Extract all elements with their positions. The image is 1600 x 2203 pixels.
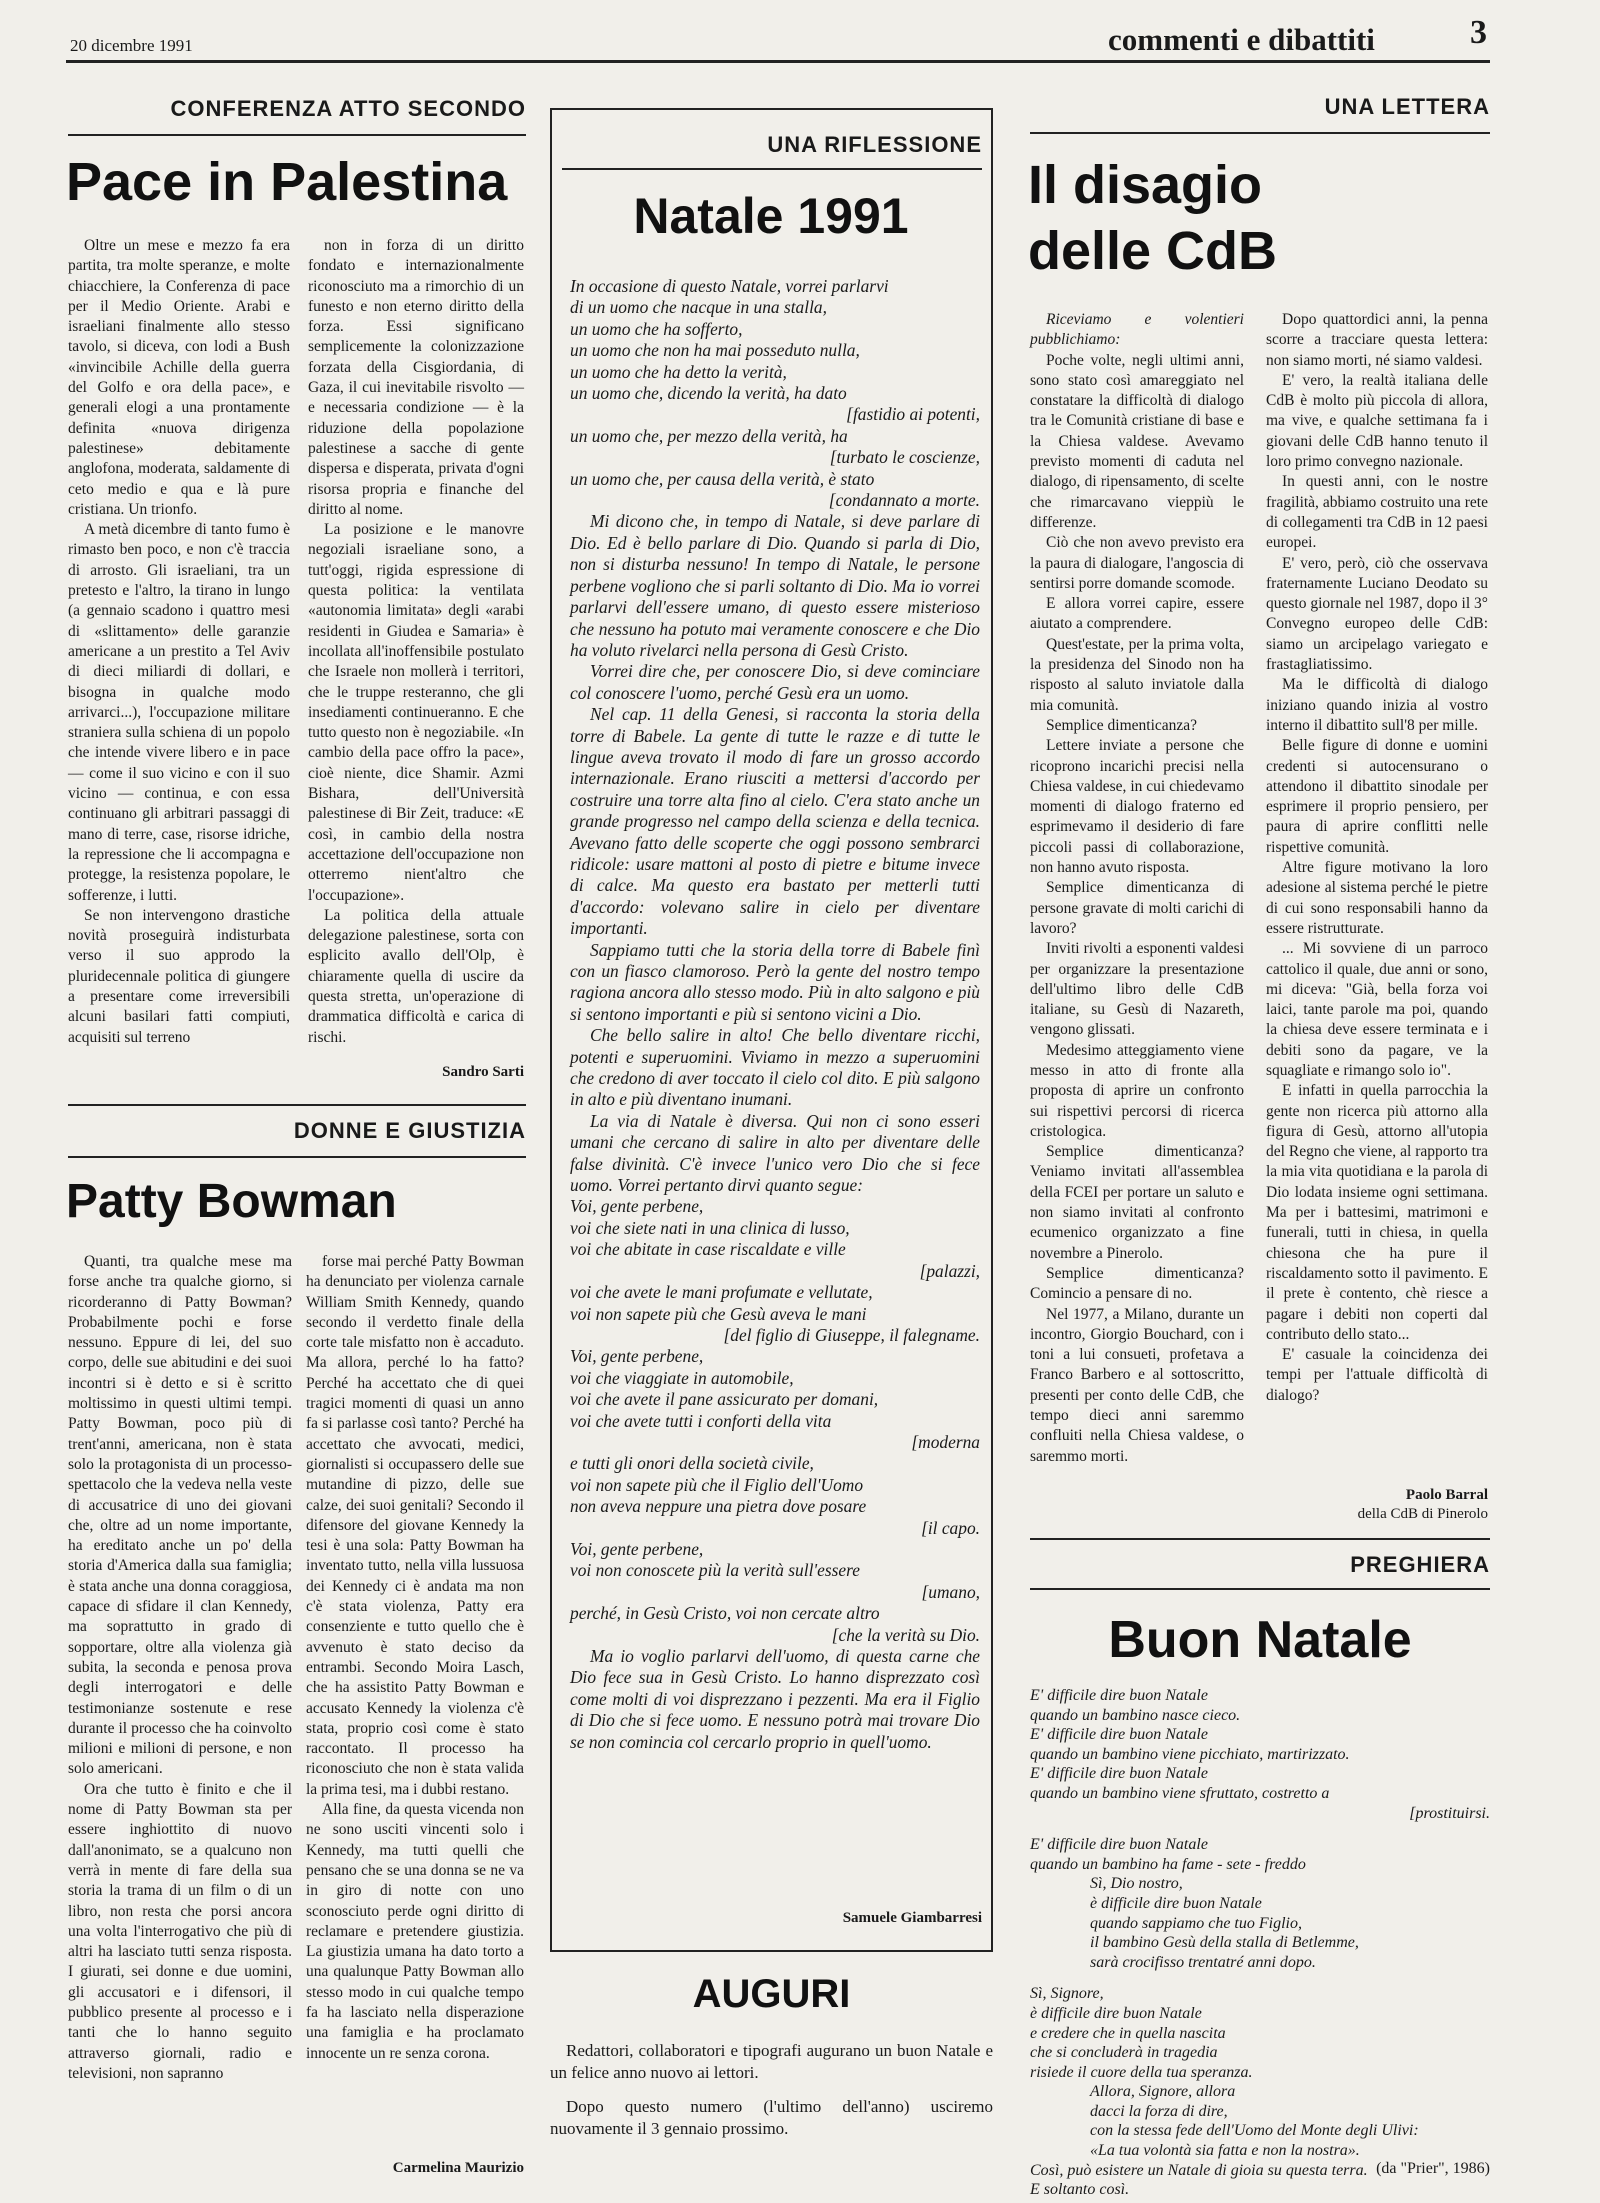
paragraph: non in forza di un diritto fondato e internazionalmente riconosciuto ma a rimorchio di un funesto e non eterno diritto della forza. Essi significano semplicemente la colonizzazione forzata della Cisgiordania, di Gaza, il cui inevitabile risvolto — e necessaria condizione — è la riduzione della popolazione palestinese a sacche di gente dispersa e disperata, privata d'ogni risorsa propria e finanche del diritto al nome.	[308, 237, 524, 518]
disagio-title	[1028, 152, 1277, 284]
paragraph: Poche volte, negli ultimi anni, sono stato così amareggiato nel constatare la difficoltà di dialogo tra le Comunità cristiane di base e la Chiesa valdese. Avevamo previsto momenti di caduta nel dialogo, di ripensamento, di scelte che rimarcavano vieppiù le differenze.	[1030, 351, 1244, 531]
patty-title: Patty Bowman	[66, 1175, 397, 1228]
poem-line: [palazzi,	[919, 1260, 980, 1281]
poem-line: voi che avete tutti i conforti della vita	[570, 1410, 832, 1431]
paragraph: Semplice dimenticanza? Veniamo invitati all'assemblea della FCEI per portare un saluto e non siamo invitati al confronto ecumenico organizzato a fine novembre a Pinerolo.	[1030, 1143, 1244, 1262]
paragraph: Medesimo atteggiamento viene messo in atto di fronte alla proposta di aprire un confronto sui rispettivi percorsi di ricerca cristologica.	[1030, 1041, 1244, 1140]
prayer-line: e credere che in quella nascita	[1030, 2024, 1226, 2042]
patty-column-1	[68, 1252, 292, 2187]
poem-line: di un uomo che nacque in una stalla,	[570, 297, 827, 318]
prayer-line: che si concluderà in tragedia	[1030, 2044, 1218, 2062]
palestina-signature: Sandro Sarti	[442, 1064, 524, 1080]
paragraph: Dopo quattordici anni, la penna scorre a tracciare questa lettera: non siamo morti, né siamo valdesi.	[1266, 311, 1488, 369]
disagio-signature-block	[1266, 1486, 1488, 1524]
patty-column-2	[306, 1252, 524, 2162]
natale-kicker: UNA RIFLESSIONE	[767, 132, 982, 157]
header-rule	[66, 60, 1490, 63]
poem-line: un uomo che ha detto la verità,	[570, 361, 787, 382]
prayer-line: «La tua volontà sia fatta e non la nostra».	[1090, 2142, 1360, 2160]
prayer-line: quando un bambino viene picchiato, martirizzato.	[1030, 1745, 1350, 1763]
patty-top-rule	[68, 1104, 526, 1106]
prayer-line: Allora, Signore, allora	[1090, 2083, 1236, 2101]
paragraph: In questi anni, con le nostre fragilità, abbiamo costruito una rete di collegamenti tra CdB in 12 paesi europei.	[1266, 473, 1488, 552]
poem-line: [fastidio ai potenti,	[846, 404, 980, 425]
paragraph: Oltre un mese e mezzo fa era partita, tra molte speranze, e molte chiacchiere, la Conferenza di pace per il Medio Oriente. Arabi e israeliani finalmente allo stesso tavolo, si diceva, con lodi a Bush «invincibile Achille della guerra del Golfo e ora della pace», e generali elogi a una prontamente definita «nuova dirigenza palestinese» debitamente anglofona, moderata, saldamente di ceto medio e qua e là pure cristiana. Un trionfo.	[68, 237, 290, 518]
paragraph: Nel 1977, a Milano, durante un incontro, Giorgio Bouchard, con i toni a lui consueti, profetava a Franco Barbero e al sottoscritto, presenti per conto delle CdB, che tempo dieci anni saremmo confluiti nella Chiesa valdese, o saremmo morti.	[1030, 1305, 1244, 1465]
preghiera-rule	[1030, 1588, 1490, 1590]
disagio-column-1	[1030, 310, 1244, 1525]
poem-line: voi non sapete più che il Figlio dell'Uomo	[570, 1474, 864, 1495]
poem-line: voi che abitate in case riscaldate e ville	[570, 1239, 846, 1260]
prayer-line: E' difficile dire buon Natale	[1030, 1726, 1208, 1744]
poem-line: Voi, gente perbene,	[570, 1346, 704, 1367]
patty-kicker: DONNE E GIUSTIZIA	[293, 1118, 526, 1143]
paragraph: Belle figure di donne e uomini credenti si autocensurano o attendono il dibattito sinodale per esprimere il proprio pensiero, per paura di aprire conflitti nelle rispettive comunità.	[1266, 737, 1488, 856]
palestina-rule	[68, 134, 526, 136]
paragraph: Semplice dimenticanza di persone gravate di molti carichi di lavoro?	[1030, 879, 1244, 937]
prayer-line: E soltanto così.	[1030, 2181, 1130, 2199]
disagio-signature-affiliation: della CdB di Pinerolo	[1357, 1506, 1488, 1522]
natale-title: Natale 1991	[633, 188, 909, 244]
poem-line: un uomo che, per causa della verità, è stato	[570, 468, 875, 489]
poem-line: un uomo che non ha mai posseduto nulla,	[570, 340, 860, 361]
poem-line: Vorrei dire che, per conoscere Dio, si deve cominciare col conoscere l'uomo, perché Gesù era un uomo.	[570, 661, 980, 703]
prayer-line: E' difficile dire buon Natale	[1030, 1765, 1208, 1783]
poem-line: un uomo che ha sofferto,	[570, 318, 743, 339]
disagio-title-line-2: delle CdB	[1028, 221, 1278, 281]
palestina-kicker: CONFERENZA ATTO SECONDO	[170, 96, 526, 121]
paragraph: La politica della attuale delegazione palestinese, sorta con esplicito avallo dell'Olp, è chiaramente quella di uscire da questa stretta, un'operazione di drammatica difficoltà e carica di rischi.	[308, 906, 524, 1046]
poem-line: Sappiamo tutti che la storia della torre di Babele finì con un fiasco clamoroso. Però la gente del nostro tempo ragiona ancora allo stesso modo. Più in alto salgono e più si sentono importanti e più si sentono vicini a Dio.	[570, 939, 980, 1024]
poem-line: [del figlio di Giuseppe, il falegname.	[723, 1324, 980, 1345]
patty-signature: Carmelina Maurizio	[392, 2160, 524, 2176]
poem-line: Che bello salire in alto! Che bello diventare ricchi, potenti e superuomini. Viviamo in mezzo a superuomini che credono di aver toccato il cielo col dito. E più salgono in alto e più diventano inumani.	[570, 1025, 980, 1110]
paragraph: E' vero, però, ciò che osservava fraternamente Luciano Deodato su questo giornale nel 1987, dopo il 3° Convegno europeo delle CdB: siamo un arcipelago variegato e frastagliatissimo.	[1266, 554, 1488, 674]
natale-signature: Samuele Giambarresi	[842, 1910, 982, 1926]
paragraph: E' casuale la coincidenza dei tempi per l'attuale difficoltà di dialogo?	[1266, 1346, 1488, 1404]
prayer-line: Sì, Signore,	[1030, 1985, 1104, 2003]
poem-line: voi che avete il pane assicurato per domani,	[570, 1389, 879, 1410]
disagio-intro: Riceviamo e volentieri pubblichiamo:	[1030, 311, 1244, 349]
preghiera-source: (da "Prier", 1986)	[1376, 2160, 1490, 2177]
prayer-line: E' difficile dire buon Natale	[1030, 1687, 1208, 1704]
prayer-line: con la stessa fede dell'Uomo del Monte degli Ulivi:	[1090, 2122, 1419, 2140]
poem-line: non aveva neppure una pietra dove posare	[570, 1496, 867, 1517]
poem-line: [che la verità su Dio.	[831, 1624, 980, 1645]
poem-line: e tutti gli onori della società civile,	[570, 1453, 814, 1474]
paragraph: Quanti, tra qualche mese ma forse anche tra qualche giorno, si ricorderanno di Patty Bowman? Probabilmente pochi e forse nessuno. Eppure di lei, del suo corpo, delle sue abitudini e dei suoi incontri si è detto e si è scritto moltissimo in questi ultimi tempi. Patty Bowman, poco più di trent'anni, americana, non è stata solo la protagonista di un processo-spettacolo che la vedeva nella veste di accusatrice di uno dei giovani che, oltre ad un nome importante, ha ereditato anche un po' della storia d'America dalla sua famiglia; è stata anche una donna coraggiosa, capace di sfidare il clan Kennedy, ma soprattutto in grado di sopportare, oltre alla violenza già subita, la seconda e penosa prova degli interrogatori e delle testimonianze sostenute e rese durante il processo che ha coinvolto milioni e milioni di persone, e non solo americani.	[68, 1253, 292, 1778]
paragraph: Ora che tutto è finito e che il nome di Patty Bowman sta per essere inghiottito di nuovo dall'anonimato, se a qualcuno non verrà in mente di fare della sua storia la trama di un film o di un libro, non resta che porsi ancora una volta l'interrogativo che più di altri ha lasciato tutti senza risposta. I giurati, sei donne e due uomini, gli accusatori e i difensori, il pubblico presente al processo e i tanti che lo hanno seguito attraverso giornali, radio e televisioni, non sapranno	[68, 1780, 292, 2082]
paragraph: Semplice dimenticanza? Comincio a pensare di no.	[1030, 1264, 1244, 1303]
prayer-line: Sì, Dio nostro,	[1090, 1875, 1183, 1893]
prayer-line: E' difficile dire buon Natale	[1030, 1836, 1208, 1854]
disagio-rule	[1030, 132, 1490, 134]
natale-body	[570, 276, 980, 1906]
paragraph: Inviti rivolti a esponenti valdesi per organizzare la presentazione dell'ultimo libro delle CdB italiane, su Gesù di Nazareth, vengono glissati.	[1030, 940, 1244, 1039]
prayer-line: il bambino Gesù della stalla di Betlemme,	[1090, 1934, 1359, 1952]
poem-line: [il capo.	[921, 1517, 980, 1538]
poem-line: [umano,	[921, 1581, 980, 1602]
poem-line: [condannato a morte.	[828, 490, 980, 511]
disagio-title-line-1: Il disagio	[1028, 155, 1263, 215]
paragraph: La posizione e le manovre negoziali israeliane sono, a tutt'oggi, rigida espressione di questa politica: la ventilata «autonomia limitata» degli «arabi residenti in Giudea e Samaria» è incollata all'inoffensibile postulato che Israele non mollerà i territori, che le truppe resteranno, che gli insediamenti continueranno. E che tutto questo non è negoziabile. «In cambio della pace offro la pace», cioè niente, dice Shamir. Azmi Bishara, dell'Università palestinese di Bir Zeit, traduce: «E così, in cambio della nostra accettazione dell'occupazione non otterremo nient'altro che l'occupazione».	[308, 521, 524, 904]
palestina-column-1	[68, 236, 290, 1086]
prayer-line: Così, può esistere un Natale di gioia su questa terra.	[1030, 2161, 1368, 2179]
preghiera-kicker: PREGHIERA	[1350, 1552, 1490, 1577]
poem-line: Voi, gente perbene,	[570, 1538, 704, 1559]
palestina-column-2	[308, 236, 524, 1056]
paragraph: Alla fine, da questa vicenda non ne sono usciti vincenti solo i Kennedy, ma tutti quelli che pensano che se una donna se ne va in giro di notte con uno sconosciuto perde ogni diritto di reclamare e pretendere giustizia. La giustizia umana ha dato torto a una qualunque Patty Bowman allo stesso modo in cui qualche tempo fa ha lasciato nella disperazione una famiglia e ha proclamato innocente un re senza corona.	[306, 1801, 524, 2062]
poem-line: un uomo che, dicendo la verità, ha dato	[570, 383, 847, 404]
prayer-line: è difficile dire buon Natale	[1090, 1894, 1262, 1912]
paragraph: ... Mi sovviene di un parroco cattolico il quale, due anni or sono, mi diceva: "Già, bella forza voi laici, tante parole ma poi, quando la chiesa deve essere terminata e i debiti sono da pagare, ve la squagliate e rimango solo io".	[1266, 940, 1488, 1079]
poem-line: [moderna	[911, 1431, 980, 1452]
prayer-line: [prostituirsi.	[1409, 1804, 1490, 1822]
poem-line: voi che siete nati in una clinica di lusso,	[570, 1217, 850, 1238]
poem-line: voi che avete le mani profumate e vellutate,	[570, 1282, 873, 1303]
poem-line: voi non sapete più che Gesù aveva le mani	[570, 1303, 867, 1324]
natale-rule	[562, 168, 982, 170]
paragraph: Se non intervengono drastiche novità proseguirà indisturbata verso il suo approdo la pluridecennale politica di giungere a presentare come irreversibili alcuni basilari fatti compiuti, acquisiti sul terreno	[68, 906, 290, 1046]
prayer-line: dacci la forza di dire,	[1090, 2102, 1228, 2120]
auguri-body	[550, 2040, 993, 2180]
patty-rule	[68, 1156, 526, 1158]
poem-line: Voi, gente perbene,	[570, 1196, 704, 1217]
prayer-line: quando un bambino viene sfruttato, costretto a	[1030, 1784, 1330, 1802]
paragraph: Ma le difficoltà di dialogo iniziano quando inizia al vostro interno il dibattito sull'8 per mille.	[1266, 676, 1488, 734]
paragraph: Ciò che non avevo previsto era la paura di dialogare, l'angoscia di sentirsi porre domande scomode.	[1030, 534, 1244, 592]
poem-line: La via di Natale è diversa. Qui non ci sono esseri umani che cercano di salire in alto per diventare delle false divinità. C'è invece l'unico vero Dio che si fece uomo. Vorrei pertanto dirvi quanto segue:	[570, 1110, 980, 1196]
poem-line: Ma io voglio parlarvi dell'uomo, di questa carne che Dio fece sua in Gesù Cristo. Lo hanno disprezzato così come molti di voi disprezzano i pezzenti. Ma era il Figlio di Dio che si fece uomo. E nessuno potrà mai trovare Dio se non comincia col cercarlo proprio in quell'uomo.	[570, 1646, 980, 1752]
prayer-line: quando sappiamo che tuo Figlio,	[1090, 1914, 1302, 1932]
section-title: commenti e dibattiti	[1108, 22, 1375, 57]
prayer-line: risiede il cuore della tua speranza.	[1030, 2063, 1253, 2081]
page-number: 3	[1470, 14, 1487, 51]
poem-line: [turbato le coscienze,	[829, 447, 980, 468]
disagio-kicker: UNA LETTERA	[1324, 94, 1490, 119]
poem-line: Nel cap. 11 della Genesi, si racconta la storia della torre di Babele. La gente di tutte le razze e di tutte le lingue aveva trovato il modo di fare un grosso accordo internazionale. Erano riusciti a mettersi d'accordo per costruire una torre alta fino al cielo. C'era stato anche un grande progresso nel campo della scienza e della tecnica. Avevano fatto delle scoperte che oggi possono sembrarci ridicole: usare mattoni al posto di pietre e bitume invece di calce. Ma questo era bastato per metterli tutti d'accordo: volevano salire in cielo per diventare importanti.	[570, 704, 980, 939]
prayer-line: è difficile dire buon Natale	[1030, 2004, 1202, 2022]
paragraph: Semplice dimenticanza?	[1046, 716, 1198, 734]
poem-line: perché, in Gesù Cristo, voi non cercate altro	[570, 1603, 880, 1624]
poem-line: voi non conoscete più la verità sull'essere	[570, 1560, 860, 1581]
paragraph: Lettere inviate a persone che ricoprono incarichi precisi nella Chiesa valdese, in cui chiedevamo momenti di dialogo fraterno ed esprimevamo il desiderio di fare piccoli passi di collaborazione, non hanno avuto risposta.	[1030, 737, 1244, 877]
prayer-line: sarà crocifisso trentatré anni dopo.	[1090, 1953, 1316, 1971]
paragraph: E' vero, la realtà italiana delle CdB è molto più piccola di allora, ma vive, e qualche settimana fa i giovani delle CdB hanno tenuto il loro primo convegno nazionale.	[1266, 371, 1488, 471]
poem-line: In occasione di questo Natale, vorrei parlarvi	[570, 276, 889, 296]
paragraph: E infatti in quella parrocchia la gente non ricerca più attorno alla figura di Gesù, attorno all'utopia del Regno che viene, al rapporto tra la mia vita quotidiana e la parola di Dio lodata insieme ogni settimana. Ma per i battesimi, matrimoni e funerali, tutti in chiesa, in quella chiesona che ha pure il riscaldamento sotto il pavimento. E il prete è contento, chè riesce a pagare i debiti non coperti dal contributo dello stato...	[1266, 1082, 1488, 1343]
preghiera-top-rule	[1030, 1538, 1490, 1540]
auguri-p2: Dopo questo numero (l'ultimo dell'anno) usciremo nuovamente il 3 gennaio prossimo.	[550, 2097, 993, 2138]
paragraph: Quest'estate, per la prima volta, la presidenza del Sinodo non ha risposto al saluto inviatole dalla mia comunità.	[1030, 635, 1244, 714]
palestina-title: Pace in Palestina	[66, 152, 508, 212]
paragraph: A metà dicembre di tanto fumo è rimasto ben poco, e non c'è traccia di arrosto. Gli israeliani, tra un pretesto e l'altro, la tirano in lungo (a gennaio scadono i quattro mesi di «slittamento» delle garanzie americane a un prestito a Tel Aviv di dieci miliardi di dollari, e bisogna in qualche modo arrivarci...), l'occupazione militare straniera sulla schiena di un popolo che intende vivere libero e in pace — come il suo vicino e con il suo vicino — continua, e con essa continuano gli arbitrari passaggi di mano di terre, case, risorse idriche, la repressione che li accompagna e protegge, la resistenza popolare, le sofferenze, i lutti.	[68, 521, 290, 904]
poem-line: un uomo che, per mezzo della verità, ha	[570, 425, 848, 446]
auguri-title: AUGURI	[692, 1972, 851, 2016]
paragraph: Altre figure motivano la loro adesione al sistema perché le pietre di cui sono responsabili hanno da essere ristrutturate.	[1266, 859, 1488, 937]
prayer-line: quando un bambino ha fame - sete - freddo	[1030, 1855, 1306, 1873]
paragraph: forse mai perché Patty Bowman ha denunciato per violenza carnale William Smith Kennedy, quando secondo il verdetto finale della corte tale misfatto non è accaduto. Ma allora, perché lo ha fatto? Perché ha accettato che di quei tragici momenti di quasi un anno fa si parlasse così tanto? Perché ha accettato che avvocati, medici, giornalisti si occupassero delle sue mutandine di pizzo, delle sue calze, dei suoi genitali? Secondo il difensore del giovane Kennedy la tesi è una sola: Patty Bowman ha inventato tutto, nella villa lussuosa dei Kennedy ci è andata ma non c'è stata violenza, Patty era consenziente e tutto quello che è avvenuto è stato deciso da entrambi. Secondo Moira Lasch, che ha assistito Patty Bowman e accusato Kennedy la violenza c'è stata, proprio così come è stato raccontato. Il processo ha riconosciuto che non è stata valida la prima tesi, ma i dubbi restano.	[306, 1253, 524, 1798]
disagio-signature: Paolo Barral	[1405, 1487, 1488, 1503]
prayer-line: quando un bambino nasce cieco.	[1030, 1706, 1241, 1724]
auguri-p1: Redattori, collaboratori e tipografi augurano un buon Natale e un felice anno nuovo ai lettori.	[550, 2041, 993, 2082]
poem-line: voi che viaggiate in automobile,	[570, 1367, 794, 1388]
paragraph: E allora vorrei capire, essere aiutato a comprendere.	[1030, 595, 1244, 633]
issue-date: 20 dicembre 1991	[70, 36, 193, 55]
preghiera-title: Buon Natale	[1108, 1611, 1412, 1669]
poem-line: Mi dicono che, in tempo di Natale, si deve parlare di Dio. Ed è bello parlare di Dio. Quando si parla di Dio, non si disturba nessuno! In tempo di Natale, le persone perbene vogliono che si parli soltanto di Dio. Ma io vorrei parlarvi dell'essere umano, di questo essere misterioso che nessuno ha potuto mai veramente conoscere e che Dio ha voluto rivelarci nella persona di Gesù Cristo.	[570, 511, 980, 660]
disagio-column-2	[1266, 310, 1488, 1485]
